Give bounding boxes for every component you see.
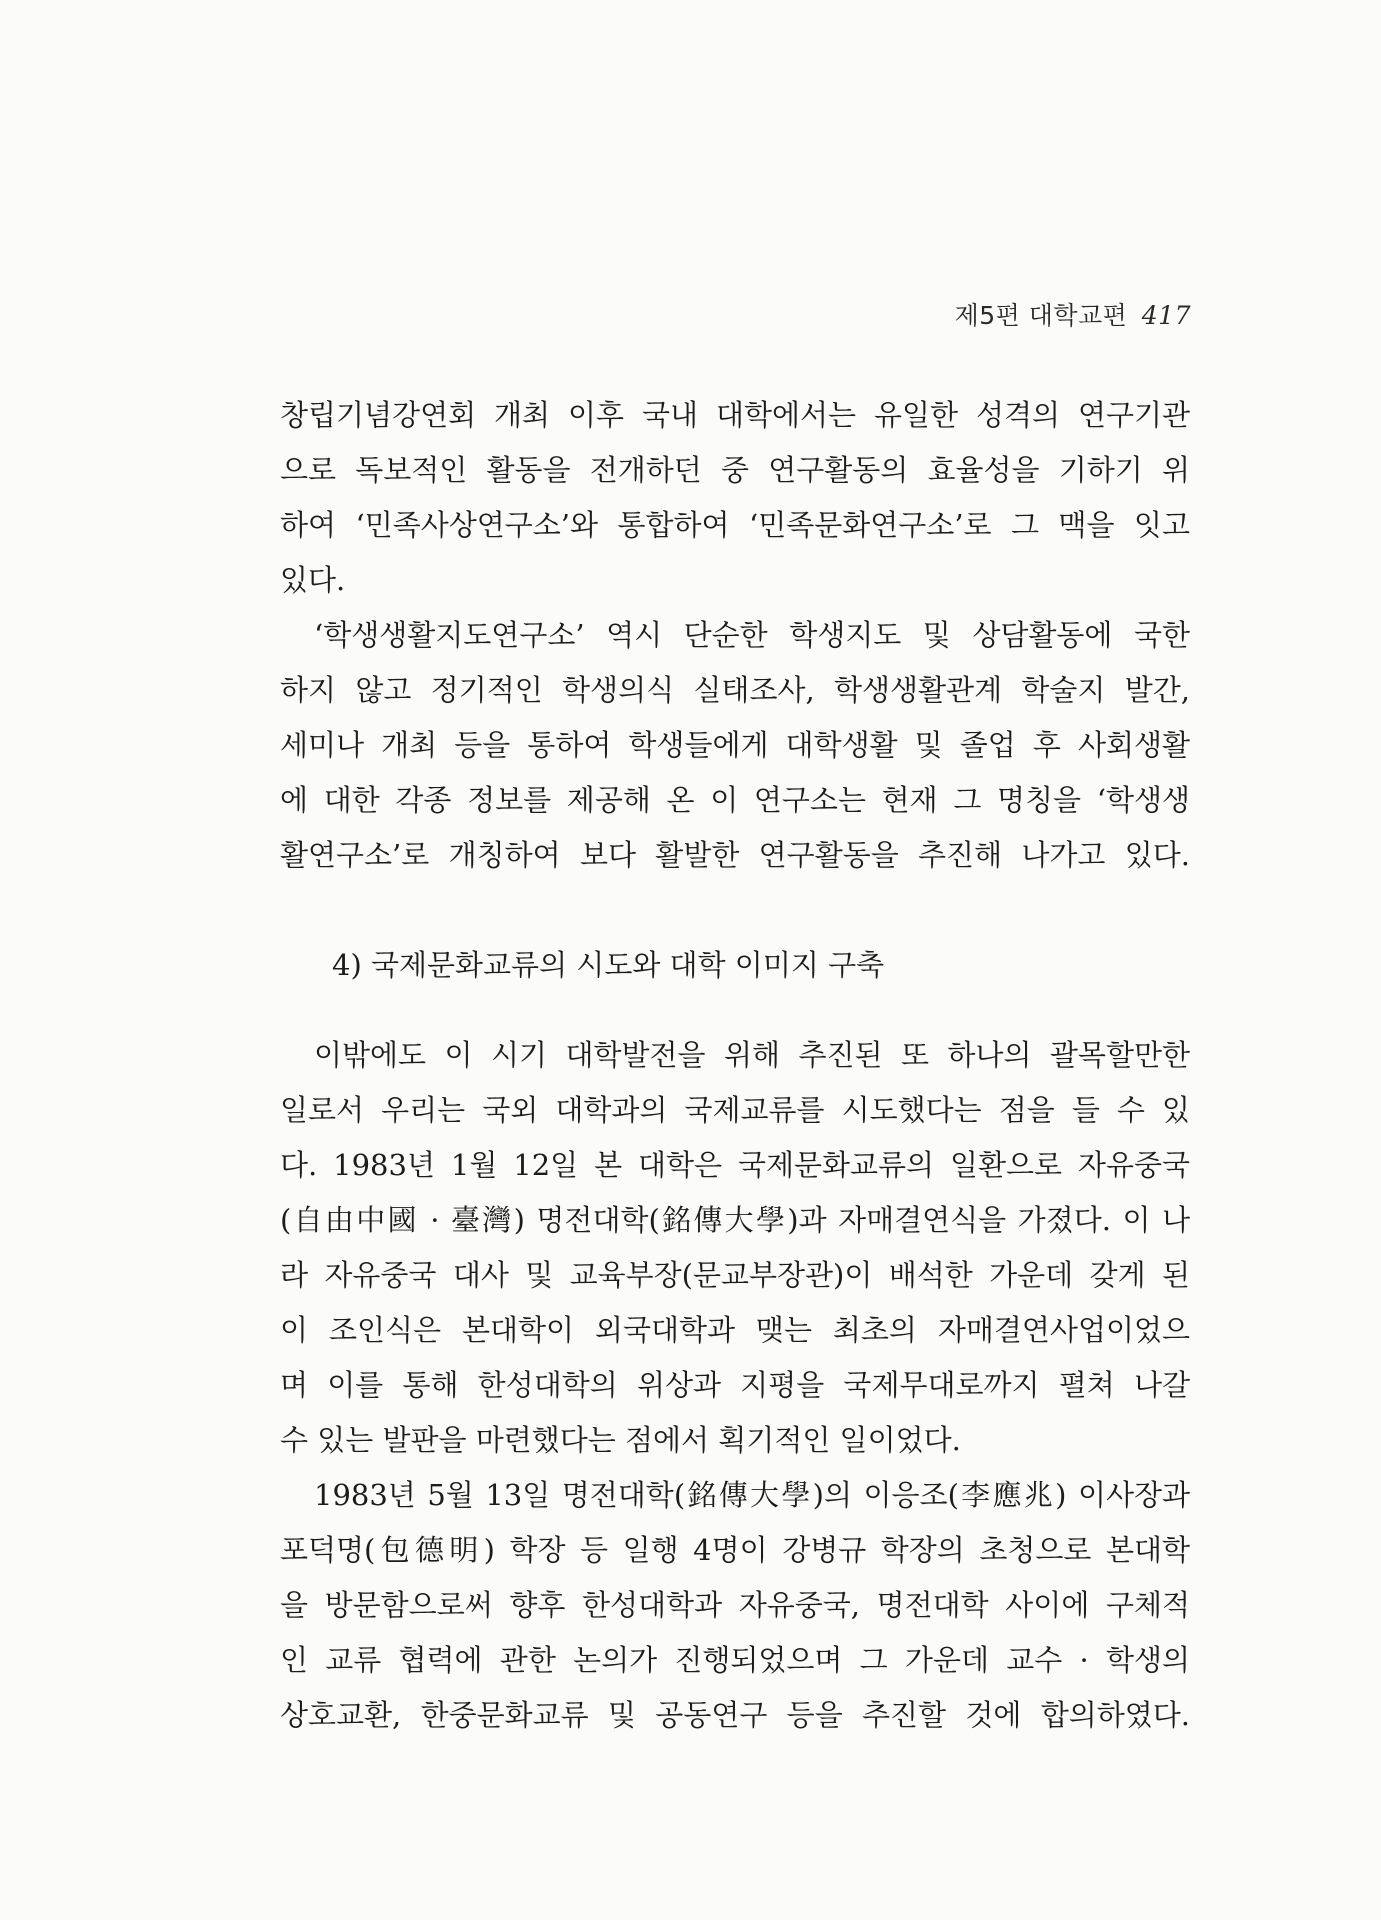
text-line: 인 교류 협력에 관한 논의가 진행되었으며 그 가운데 교수 · 학생의 — [280, 1643, 1190, 1677]
text-line: 활연구소’로 개칭하여 보다 활발한 연구활동을 추진해 나가고 있다. — [280, 838, 1190, 872]
text-line: 에 대한 각종 정보를 제공해 온 이 연구소는 현재 그 명칭을 ‘학생생 — [280, 783, 1190, 817]
text-line: 하지 않고 정기적인 학생의식 실태조사, 학생생활관계 학술지 발간, — [280, 673, 1190, 707]
text-line: 있다. — [280, 563, 346, 597]
text-line: ‘학생생활지도연구소’ 역시 단순한 학생지도 및 상담활동에 국한 — [314, 618, 1190, 652]
text-line: (自由中國 · 臺灣) 명전대학(銘傳大學)과 자매결연식을 가졌다. 이 나 — [280, 1203, 1190, 1237]
text-line: 이밖에도 이 시기 대학발전을 위해 추진된 또 하나의 괄목할만한 — [314, 1038, 1190, 1072]
page-number: 417 — [1141, 301, 1191, 330]
text-line: 을 방문함으로써 향후 한성대학과 자유중국, 명전대학 사이에 구체적 — [280, 1588, 1190, 1622]
section-heading: 4) 국제문화교류의 시도와 대학 이미지 구축 — [332, 948, 885, 982]
text-line: 라 자유중국 대사 및 교육부장(문교부장관)이 배석한 가운데 갖게 된 — [280, 1258, 1190, 1292]
text-line: 이 조인식은 본대학이 외국대학과 맺는 최초의 자매결연사업이었으 — [280, 1313, 1190, 1347]
text-line: 포덕명(包德明) 학장 등 일행 4명이 강병규 학장의 초청으로 본대학 — [280, 1533, 1190, 1567]
text-line: 으로 독보적인 활동을 전개하던 중 연구활동의 효율성을 기하기 위 — [280, 453, 1190, 487]
text-line: 상호교환, 한중문화교류 및 공동연구 등을 추진할 것에 합의하였다. — [280, 1698, 1190, 1732]
text-line: 일로서 우리는 국외 대학과의 국제교류를 시도했다는 점을 들 수 있 — [280, 1093, 1190, 1127]
text-line: 창립기념강연회 개최 이후 국내 대학에서는 유일한 성격의 연구기관 — [280, 398, 1190, 432]
header-section-title: 제5편 대학교편 — [954, 301, 1128, 330]
text-line: 1983년 5월 13일 명전대학(銘傳大學)의 이응조(李應兆) 이사장과 — [314, 1478, 1190, 1512]
text-line: 며 이를 통해 한성대학의 위상과 지평을 국제무대로까지 펼쳐 나갈 — [280, 1368, 1190, 1402]
running-header — [955, 296, 1191, 332]
text-line: 다. 1983년 1월 12일 본 대학은 국제문화교류의 일환으로 자유중국 — [280, 1148, 1190, 1182]
text-line: 수 있는 발판을 마련했다는 점에서 획기적인 일이었다. — [280, 1423, 961, 1457]
text-line: 세미나 개최 등을 통하여 학생들에게 대학생활 및 졸업 후 사회생활 — [280, 728, 1190, 762]
text-line: 하여 ‘민족사상연구소’와 통합하여 ‘민족문화연구소’로 그 맥을 잇고 — [280, 508, 1190, 542]
